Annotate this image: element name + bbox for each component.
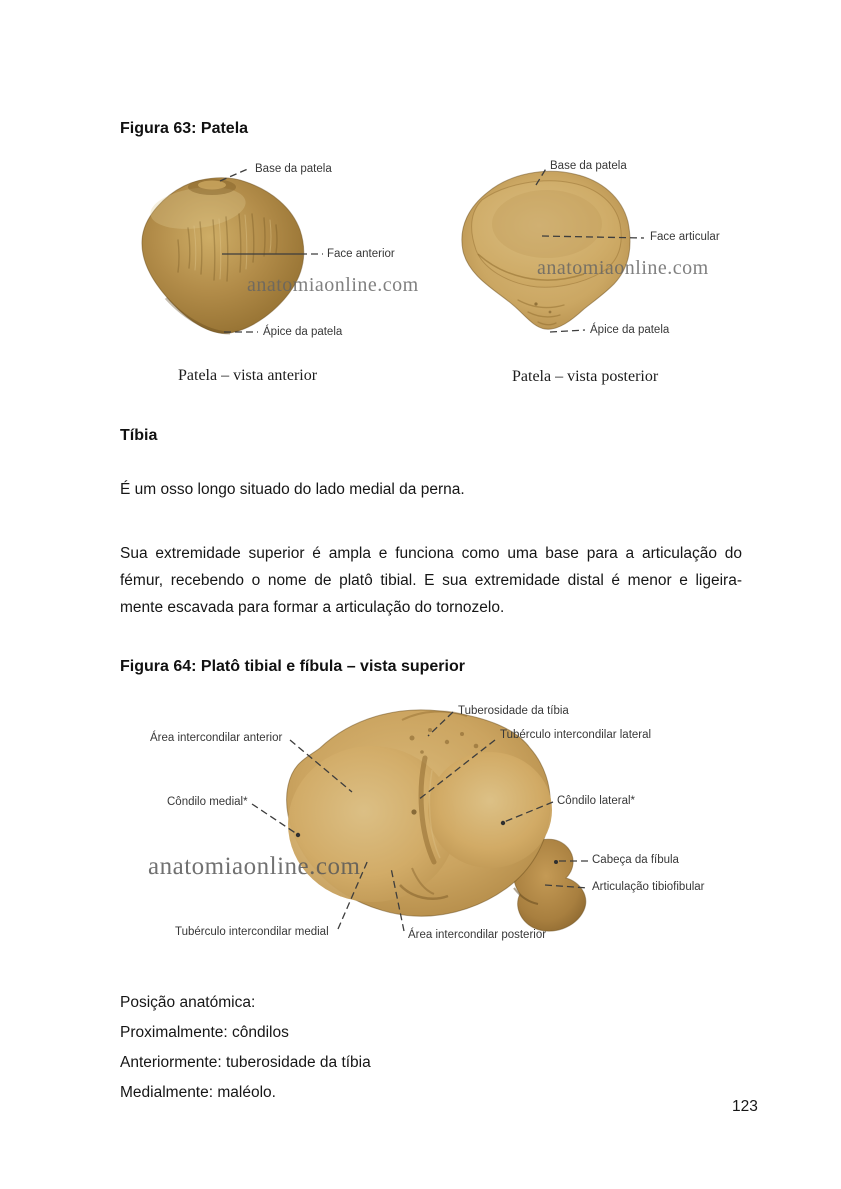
paragraph-line: fémur, recebendo o nome de platô tibial. E sua extremidade distal é menor e ligeira- [120,572,742,589]
caption-patela-vista-anterior: Patela – vista anterior [178,367,318,384]
label-base-da-patela-anterior: Base da patela [255,163,332,175]
paragraph-line: Sua extremidade superior é ampla e funciona como uma base para a articulação do [120,545,742,562]
label-tuberosidade-da-tibia: Tuberosidade da tíbia [458,705,569,717]
label-base-da-patela-posterior: Base da patela [550,160,627,172]
label-articulacao-tibiofibular: Articulação tibiofibular [592,881,705,893]
label-apice-da-patela-anterior: Ápice da patela [263,326,343,338]
watermark-right: anatomiaonline.com [537,257,709,279]
label-area-intercondilar-posterior: Área intercondilar posterior [408,929,547,941]
footer-line-anteriormente: Anteriormente: tuberosidade da tíbia [120,1054,371,1071]
paragraph-line: mente escavada para formar a articulação do tornozelo. [120,599,505,616]
label-condilo-lateral: Côndilo lateral* [557,795,635,807]
figure-64-title: Figura 64: Platô tibial e fíbula – vista superior [120,658,465,675]
watermark-figure-64: anatomiaonline.com [148,853,361,880]
label-tuberculo-intercondilar-medial: Tubérculo intercondilar medial [175,926,329,938]
figure-63-title: Figura 63: Patela [120,120,249,137]
tibia-paragraph-1: É um osso longo situado do lado medial da perna. [120,481,465,498]
label-face-anterior: Face anterior [327,248,395,260]
label-cabeca-da-fibula: Cabeça da fíbula [592,854,679,866]
caption-patela-vista-posterior: Patela – vista posterior [512,368,659,385]
anatomical-position-block [120,988,371,1108]
figure-64-leader-lines [140,700,760,960]
label-face-articular: Face articular [650,231,720,243]
label-tuberculo-intercondilar-lateral: Tubérculo intercondilar lateral [500,729,652,741]
tibia-heading: Tíbia [120,427,158,444]
label-condilo-medial: Côndilo medial* [167,796,248,808]
watermark-left: anatomiaonline.com [247,274,419,296]
figure-63-leader-lines [110,150,760,350]
tibia-paragraph-2 [120,540,742,621]
footer-line-medialmente: Medialmente: maléolo. [120,1084,276,1101]
page-number: 123 [732,1098,758,1115]
footer-line-proximalmente: Proximalmente: côndilos [120,1024,289,1041]
footer-line-posicao: Posição anatómica: [120,994,256,1011]
label-area-intercondilar-anterior: Área intercondilar anterior [150,732,283,744]
label-apice-da-patela-posterior: Ápice da patela [590,324,670,336]
